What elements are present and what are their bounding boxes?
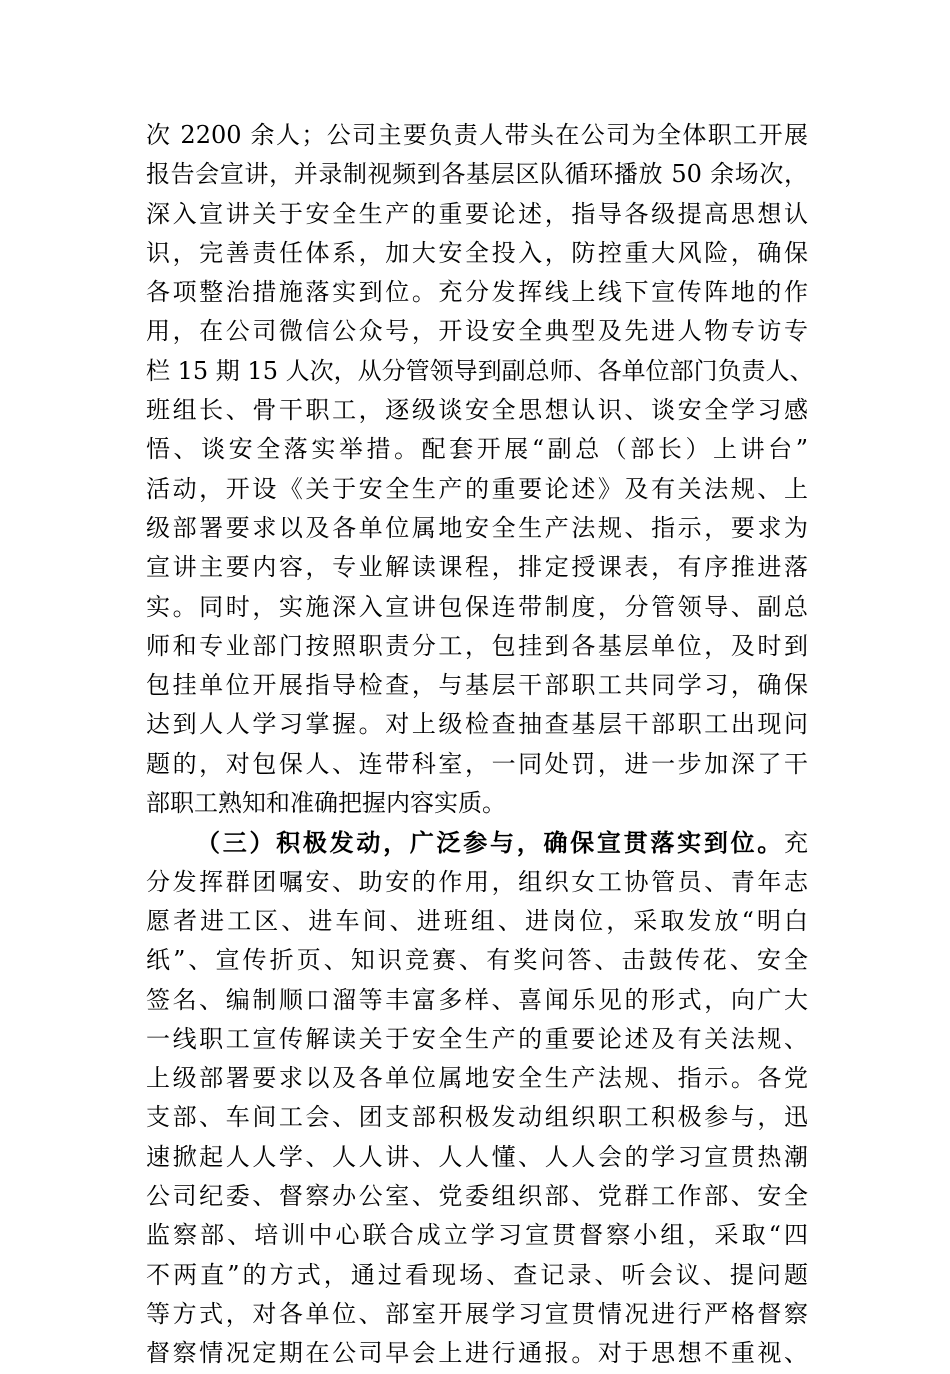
text-line: 用，在公司微信公众号，开设安全典型及先进人物专访专 <box>146 317 808 346</box>
text-line: 深入宣讲关于安全生产的重要论述，指导各级提高思想认 <box>146 199 808 228</box>
text-line: 悟、谈安全落实举措。配套开展“副总（部长）上讲台” <box>146 435 808 464</box>
text-line: 达到人人学习掌握。对上级检查抽查基层干部职工出现问 <box>146 710 808 739</box>
section-heading-line <box>146 823 808 862</box>
text-line: 监察部、培训中心联合成立学习宣贯督察小组，采取“四 <box>146 1221 808 1250</box>
text-line: 师和专业部门按照职责分工，包挂到各基层单位，及时到 <box>146 631 808 660</box>
paragraph-1 <box>146 116 814 823</box>
document-body <box>146 116 814 1374</box>
paragraph-2 <box>146 863 808 1374</box>
text-line: 活动，开设《关于安全生产的重要论述》及有关法规、上 <box>146 474 808 503</box>
text-line: 实。同时，实施深入宣讲包保连带制度，分管领导、副总 <box>146 592 808 621</box>
text-line: 各项整治措施落实到位。充分发挥线上线下宣传阵地的作 <box>146 278 808 307</box>
text-line: 等方式，对各单位、部室开展学习宣贯情况进行严格督察 <box>146 1299 808 1328</box>
text-line: 一线职工宣传解读关于安全生产的重要论述及有关法规、 <box>146 1024 808 1053</box>
text-line: 题的，对包保人、连带科室，一同处罚，进一步加深了干 <box>146 749 808 778</box>
text-line: 部职工熟知和准确把握内容实质。 <box>146 789 506 818</box>
text-line: 不两直”的方式，通过看现场、查记录、听会议、提问题 <box>146 1260 808 1289</box>
text-line: 督察情况定期在公司早会上进行通报。对于思想不重视、 <box>146 1339 808 1368</box>
text-line: 分发挥群团嘱安、助安的作用，组织女工协管员、青年志 <box>146 867 808 896</box>
text-line: 支部、车间工会、团支部积极发动组织职工积极参与，迅 <box>146 1103 808 1132</box>
text-line: 签名、编制顺口溜等丰富多样、喜闻乐见的形式，向广大 <box>146 985 808 1014</box>
text-line: 级部署要求以及各单位属地安全生产法规、指示，要求为 <box>146 513 808 542</box>
section-heading-tail: 充 <box>784 829 808 858</box>
text-line: 报告会宣讲，并录制视频到各基层区队循环播放 50 余场次， <box>146 160 808 189</box>
text-line: 纸”、宣传折页、知识竞赛、有奖问答、击鼓传花、安全 <box>146 946 808 975</box>
text-line: 愿者进工区、进车间、进班组、进岗位，采取发放“明白 <box>146 906 808 935</box>
text-line: 次 2200 余人；公司主要负责人带头在公司为全体职工开展 <box>146 121 808 149</box>
text-line: 上级部署要求以及各单位属地安全生产法规、指示。各党 <box>146 1064 808 1093</box>
text-line: 速掀起人人学、人人讲、人人懂、人人会的学习宣贯热潮 <box>146 1142 808 1171</box>
text-line: 公司纪委、督察办公室、党委组织部、党群工作部、安全 <box>146 1182 808 1211</box>
text-line: 宣讲主要内容，专业解读课程，排定授课表，有序推进落 <box>146 553 808 582</box>
text-line: 识，完善责任体系，加大安全投入，防控重大风险，确保 <box>146 238 808 267</box>
text-line: 包挂单位开展指导检查，与基层干部职工共同学习，确保 <box>146 671 808 700</box>
text-line: 栏 15 期 15 人次，从分管领导到副总师、各单位部门负责人、 <box>146 356 814 385</box>
text-line: 班组长、骨干职工，逐级谈安全思想认识、谈安全学习感 <box>146 396 808 425</box>
section-heading: （三）积极发动，广泛参与，确保宣贯落实到位。 <box>196 828 784 858</box>
